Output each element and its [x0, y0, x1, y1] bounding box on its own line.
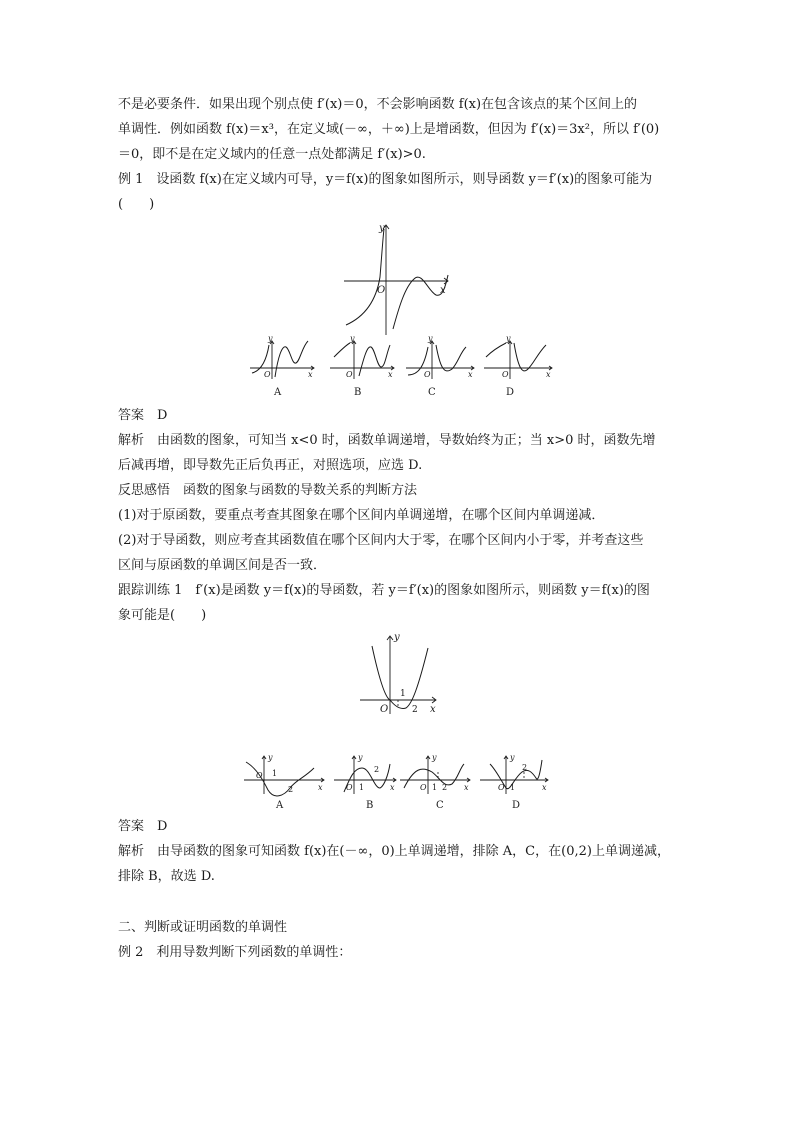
t-b-o: O — [346, 783, 353, 792]
t-main-one: 1 — [400, 689, 406, 699]
main-y-label: y — [379, 223, 385, 234]
t-a-two: 2 — [288, 785, 294, 794]
example2-stem: 例 2 利用导数判断下列函数的单调性： — [118, 945, 352, 960]
option-c-graph — [406, 334, 474, 395]
option-b-label: B — [354, 387, 362, 395]
option-a-x: x — [308, 370, 313, 379]
page-content — [118, 92, 684, 965]
reflection-item2-line1: (2)对于导函数，则应考查其函数值在哪个区间内大于零，在哪个区间内小于零，并考查这些 — [118, 533, 644, 548]
reflection-item2-line2: 区间与原函数的单调区间是否一致． — [118, 558, 327, 573]
t-main-two: 2 — [412, 705, 418, 715]
option-a-y: y — [268, 334, 273, 343]
example1-answer: 答案 D — [118, 408, 168, 423]
t-a-one: 1 — [272, 769, 278, 778]
example1-analysis-line2: 后减再增，即导数先正后负再正，对照选项，应选 D. — [118, 458, 423, 473]
t-c-two: 2 — [442, 783, 448, 792]
option-a-label: A — [274, 387, 282, 395]
t-d-x: x — [542, 783, 547, 792]
t-a-x: x — [318, 783, 323, 792]
training1-answer: 答案 D — [118, 819, 168, 834]
t-d-one: 1 — [510, 783, 516, 792]
t-option-c-graph — [400, 753, 470, 808]
t-option-a-graph — [244, 753, 324, 808]
t-b-one: 1 — [359, 783, 365, 792]
t-main-x: x — [430, 704, 436, 715]
reflection-item1: (1)对于原函数，要重点考查其图象在哪个区间内单调递增，在哪个区间内单调递减． — [118, 508, 605, 523]
training1-bracket: 象可能是( ) — [118, 608, 207, 623]
para1-line3: ＝0，即不是在定义域内的任意一点处都满足 f′(x)>0. — [118, 147, 426, 162]
option-c-x: x — [468, 370, 473, 379]
section2-title: 二、判断或证明函数的单调性 — [118, 920, 288, 935]
training1-analysis-line1: 解析 由导函数的图象可知函数 f(x)在(－∞，0)上单调递增，排除 A，C，在(0,2)上单调递减， — [118, 844, 670, 859]
option-b-y: y — [350, 334, 355, 343]
t-option-b-label: B — [366, 800, 374, 808]
training1-figure-svg — [118, 628, 684, 808]
t-option-c-label: C — [436, 800, 444, 808]
option-b-graph — [330, 334, 394, 395]
training1-analysis-line2: 排除 B，故选 D. — [118, 869, 215, 884]
option-d-label: D — [506, 387, 515, 395]
option-d-o: O — [502, 370, 509, 379]
option-b-o: O — [346, 370, 353, 379]
option-a-graph — [250, 334, 314, 395]
t-b-two: 2 — [374, 765, 380, 774]
option-d-x: x — [546, 370, 551, 379]
option-d-graph — [484, 334, 552, 395]
option-c-label: C — [428, 387, 436, 395]
t-main-o: O — [380, 704, 389, 715]
example1-stem: 例 1 设函数 f(x)在定义域内可导，y＝f(x)的图象如图所示，则导函数 y＝f′(x)的图象可能为 — [118, 172, 653, 187]
t-d-y: y — [510, 753, 515, 762]
example1-main-graph — [344, 223, 448, 335]
t-option-b-graph — [334, 753, 396, 808]
t-option-d-graph — [480, 753, 548, 808]
option-d-y: y — [506, 334, 511, 343]
example1-figure-svg — [118, 217, 684, 395]
main-o-label: O — [377, 285, 386, 296]
example1-figure — [118, 217, 684, 395]
training1-figure — [118, 628, 684, 808]
t-c-y: y — [432, 753, 437, 762]
t-c-o: O — [420, 783, 427, 792]
t-b-y: y — [358, 753, 363, 762]
t-option-a-label: A — [276, 800, 284, 808]
t-c-x: x — [464, 783, 469, 792]
reflection-title: 反思感悟 函数的图象与函数的导数关系的判断方法 — [118, 483, 418, 498]
t-d-two: 2 — [522, 763, 528, 772]
para1-line2: 单调性．例如函数 f(x)＝x³，在定义域(－∞，＋∞)上是增函数，但因为 f′(x)＝3x²，所以 f′(0) — [118, 122, 660, 137]
option-b-x: x — [388, 370, 393, 379]
main-x-label: x — [440, 285, 446, 296]
t-a-y: y — [268, 753, 273, 762]
t-c-one: 1 — [432, 783, 438, 792]
training1-stem: 跟踪训练 1 f′(x)是函数 y＝f(x)的导函数，若 y＝f′(x)的图象如图所示，则函数 y＝f(x)的图 — [118, 583, 650, 598]
t-b-x: x — [390, 783, 395, 792]
t-d-o: O — [498, 783, 505, 792]
training1-main-graph — [360, 632, 436, 715]
t-a-o: O — [256, 771, 263, 780]
example1-analysis-line1: 解析 由函数的图象，可知当 x<0 时，函数单调递增，导数始终为正；当 x>0 时，函数先增 — [118, 433, 656, 448]
example1-bracket: ( ) — [118, 197, 155, 212]
t-main-y: y — [394, 632, 400, 643]
t-option-d-label: D — [512, 800, 521, 808]
para1-line1: 不是必要条件．如果出现个别点使 f′(x)＝0，不会影响函数 f(x)在包含该点的某个区间上的 — [118, 97, 638, 112]
option-a-o: O — [264, 370, 271, 379]
option-c-y: y — [428, 334, 433, 343]
option-c-o: O — [424, 370, 431, 379]
